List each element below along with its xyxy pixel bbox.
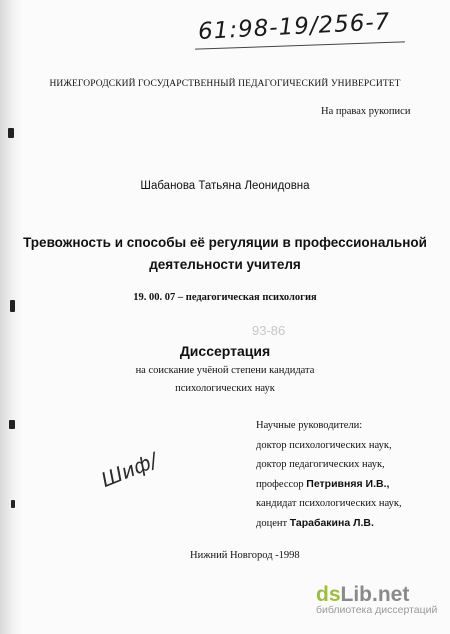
scan-speck [9, 420, 15, 429]
dslib-watermark [316, 583, 448, 616]
supervisor-name: Петривняя И.В., [306, 477, 390, 490]
supervisors-block [256, 416, 402, 533]
supervisor-line: доктор педагогических наук, [256, 459, 385, 470]
degree-line: психологических наук [175, 383, 275, 394]
degree-description [0, 362, 450, 398]
supervisor-name: Тарабакина Л.В. [289, 516, 374, 529]
supervisor-line: доктор психологических наук, [256, 439, 392, 451]
faint-stamp: 93-86 [252, 323, 286, 338]
speciality-code: 19. 00. 07 – педагогическая психология [133, 292, 317, 303]
supervisor-line [256, 514, 402, 534]
document-type: Диссертация [179, 343, 271, 359]
dissertation-title [0, 232, 450, 276]
title-line: деятельности учителя [149, 257, 301, 272]
university-name: НИЖЕГОРОДСКИЙ ГОСУДАРСТВЕННЫЙ ПЕДАГОГИЧЕСКИЙ УНИВЕРСИТЕТ [49, 79, 401, 89]
rights-note: На правах рукописи [321, 106, 411, 117]
supervisor-line [256, 475, 402, 495]
supervisor-title: доцент [256, 517, 290, 529]
title-line: Тревожность и способы её регуляции в профессиональной [23, 235, 427, 250]
degree-line: на соискание учёной степени кандидата [135, 365, 315, 376]
scan-edge [0, 0, 22, 634]
author-name: Шабанова Татьяна Леонидовна [140, 180, 310, 192]
supervisors-heading: Научные руководители: [256, 420, 363, 431]
watermark-brand-rest: Lib.net [340, 583, 410, 606]
supervisor-line: кандидат психологических наук, [256, 498, 402, 509]
supervisor-title: профессор [256, 478, 307, 490]
watermark-tagline: библиотека диссертаций [316, 604, 438, 616]
scan-speck [11, 500, 15, 508]
city-year: Нижний Новгород -1998 [190, 550, 300, 561]
handwritten-signature: Шиф/ [97, 447, 161, 493]
scan-speck [8, 128, 14, 138]
watermark-brand-ds: ds [316, 583, 341, 606]
handwritten-code: 61:98-19/256-7 [197, 8, 391, 46]
